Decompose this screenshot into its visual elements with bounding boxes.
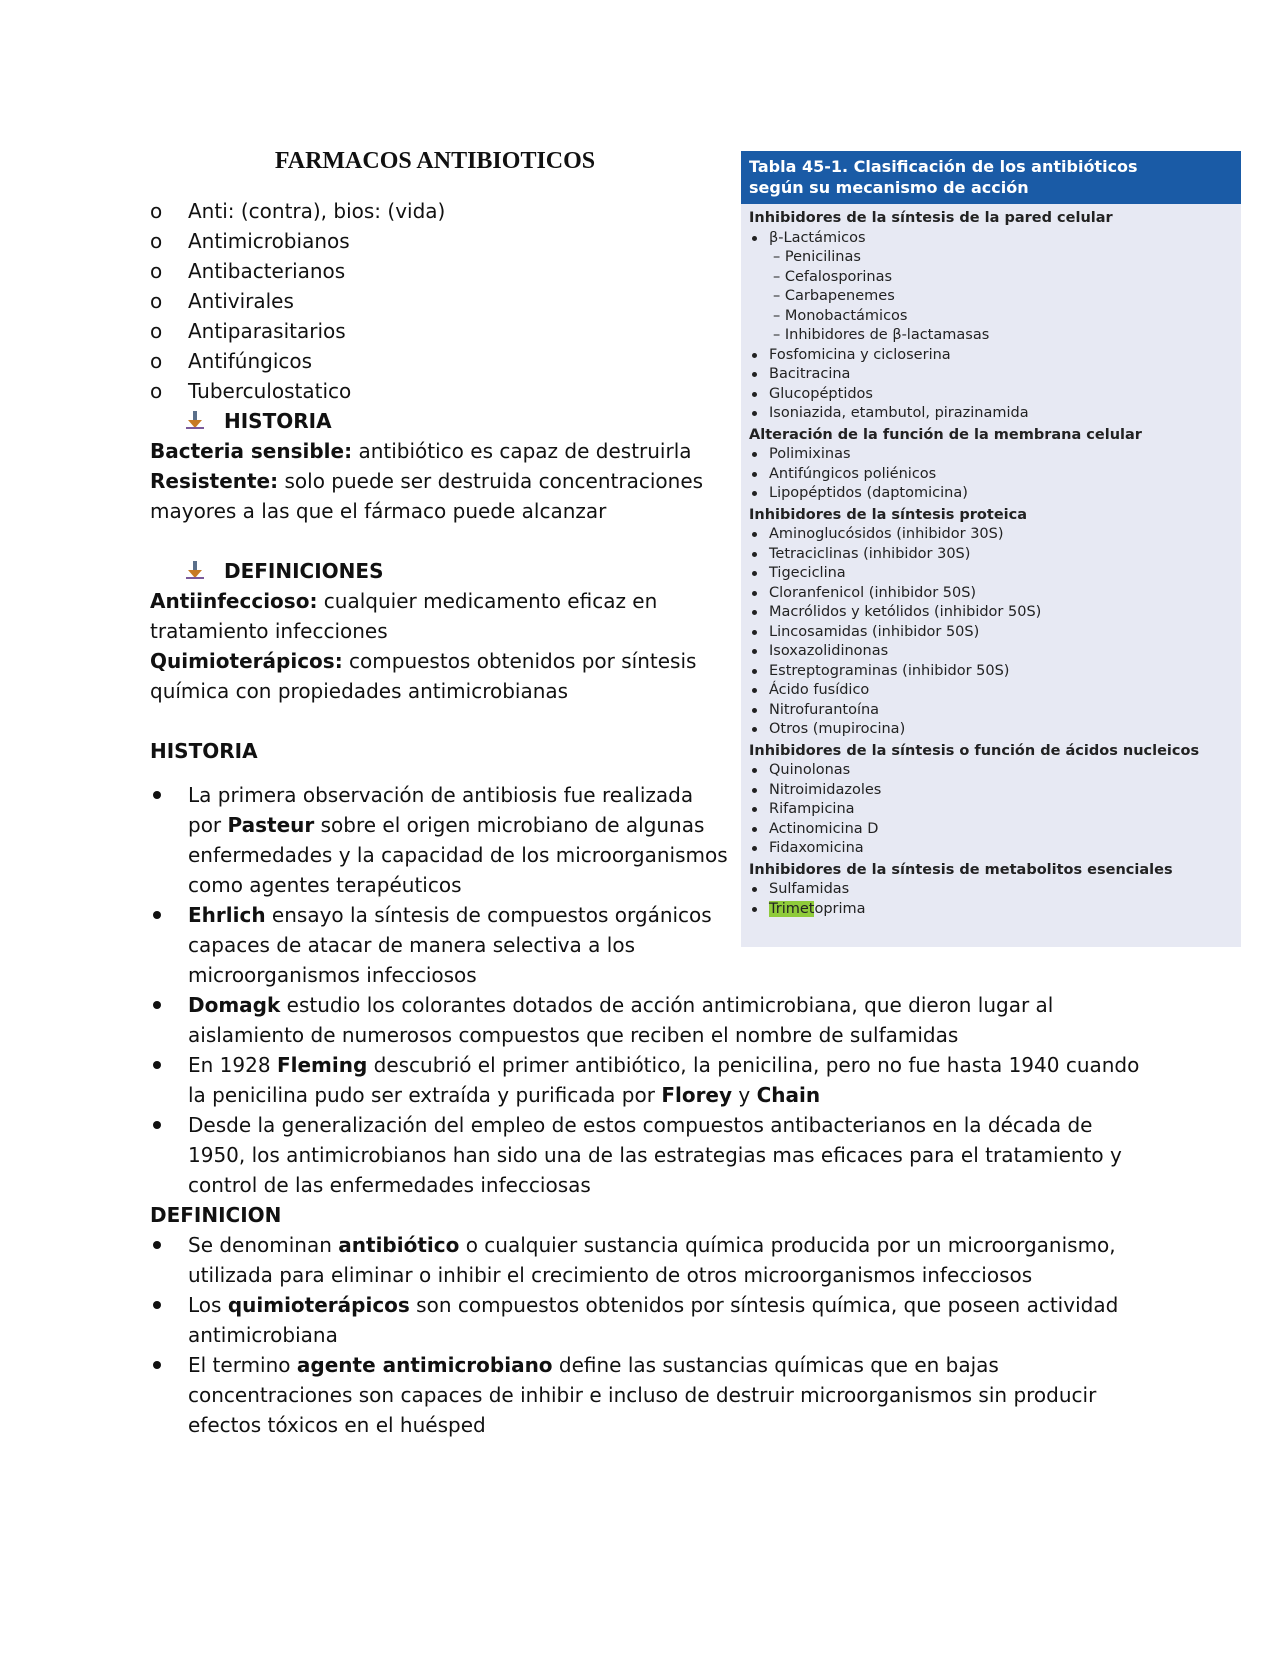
table-row: Ácido fusídico <box>749 681 1233 701</box>
list-item: Se denominan antibiótico o cualquier sustancia química producida por un microorganismo, utilizada para eliminar o inhibir el crecimiento de otros microorganismos infecciosos <box>150 1230 1150 1290</box>
table-row: Lincosamidas (inhibidor 50S) <box>749 623 1233 643</box>
intro-item: o Antiparasitarios <box>150 316 710 346</box>
table-row: Cloranfenicol (inhibidor 50S) <box>749 584 1233 604</box>
table-category: Inhibidores de la síntesis de la pared celular <box>749 210 1113 226</box>
table-row: Bacitracina <box>749 365 1233 385</box>
definiciones-subheading: DEFINICIONES <box>150 556 710 586</box>
table-row: Isoniazida, etambutol, pirazinamida <box>749 404 1233 424</box>
bacteria-sensible-line: Bacteria sensible: antibiótico es capaz de destruirla <box>150 439 692 463</box>
table-subrow: – Cefalosporinas <box>773 268 893 285</box>
table-row: Tigeciclina <box>749 564 1233 584</box>
quimioterapicos-line-cont: química con propiedades antimicrobianas <box>150 679 569 703</box>
circle-bullet-icon: o <box>150 319 163 343</box>
table-row: Polimixinas <box>749 445 1233 465</box>
table-row: Fidaxomicina <box>749 839 1233 859</box>
table-row: Antifúngicos poliénicos <box>749 465 1233 485</box>
table-row: Sulfamidas <box>749 880 1233 900</box>
down-arrow-icon <box>186 561 204 579</box>
table-subrow: – Inhibidores de β-lactamasas <box>773 327 990 343</box>
table-row: Macrólidos y ketólidos (inhibidor 50S) <box>749 603 1233 623</box>
bullet-icon <box>153 1361 161 1369</box>
list-item: El termino agente antimicrobiano define las sustancias químicas que en bajas concentraciones son capaces de inhibir e incluso de destruir microorganismos sin producir efectos tóxicos en el huésped <box>150 1350 1150 1440</box>
intro-item: o Anti: (contra), bios: (vida) <box>150 196 710 226</box>
table-row: Glucopéptidos <box>749 385 1233 405</box>
intro-item: o Antimicrobianos <box>150 226 710 256</box>
quimioterapicos-line: Quimioterápicos: compuestos obtenidos por síntesis <box>150 649 697 673</box>
table-category: Inhibidores de la síntesis de metabolitos esenciales <box>749 861 1173 878</box>
table-row: Aminoglucósidos (inhibidor 30S) <box>749 525 1233 545</box>
circle-bullet-icon: o <box>150 379 163 403</box>
table-subrow: – Penicilinas <box>773 249 861 265</box>
bullet-icon <box>153 911 161 919</box>
circle-bullet-icon: o <box>150 199 163 223</box>
table-row: Lipopéptidos (daptomicina) <box>749 484 1233 504</box>
table-row: Isoxazolidinonas <box>749 642 1233 662</box>
bullet-icon <box>153 1121 161 1129</box>
list-item: Ehrlich ensayo la síntesis de compuestos orgánicos capaces de atacar de manera selectiva a los microorganismos infecciosos <box>150 900 728 990</box>
highlighted-text: Trimet <box>769 900 815 917</box>
table-row: Quinolonas <box>749 761 1233 781</box>
intro-item: o Antifúngicos <box>150 346 710 376</box>
table-row: Nitrofurantoína <box>749 701 1233 721</box>
definicion-heading: DEFINICION <box>150 1203 282 1227</box>
list-item: Desde la generalización del empleo de estos compuestos antibacterianos en la década de 1950, los antimicrobianos han sido una de las estrategias mas eficaces para el tratamiento y control de las enfermedades infecciosas <box>150 1110 1150 1200</box>
historia-subheading: HISTORIA <box>150 406 710 436</box>
table-subrow: – Monobactámicos <box>773 307 908 324</box>
table-row: β-Lactámicos <box>749 229 1233 249</box>
table-row: Trimetoprima <box>749 900 1233 920</box>
antiinfeccioso-line-cont: tratamiento infecciones <box>150 619 388 643</box>
circle-bullet-icon: o <box>150 259 163 283</box>
circle-bullet-icon: o <box>150 229 163 253</box>
antiinfeccioso-line: Antiinfeccioso: cualquier medicamento eficaz en <box>150 589 658 613</box>
intro-item: o Antivirales <box>150 286 710 316</box>
list-item: Domagk estudio los colorantes dotados de acción antimicrobiana, que dieron lugar al aislamiento de numerosos compuestos que reciben el nombre de sulfamidas <box>150 990 1150 1050</box>
table-row: Nitroimidazoles <box>749 781 1233 801</box>
bullet-icon <box>153 1241 161 1249</box>
table-row: Otros (mupirocina) <box>749 720 1233 740</box>
table-category: Inhibidores de la síntesis proteica <box>749 506 1028 523</box>
table-row: Tetraciclinas (inhibidor 30S) <box>749 545 1233 565</box>
table-row: Rifampicina <box>749 800 1233 820</box>
list-item: La primera observación de antibiosis fue realizada por Pasteur sobre el origen microbiano de algunas enfermedades y la capacidad de los microorganismos como agentes terapéuticos <box>150 780 728 900</box>
intro-item: o Antibacterianos <box>150 256 710 286</box>
left-column <box>150 196 710 766</box>
table-row: Estreptograminas (inhibidor 50S) <box>749 662 1233 682</box>
down-arrow-icon <box>186 411 204 429</box>
circle-bullet-icon: o <box>150 289 163 313</box>
resistente-line: Resistente: solo puede ser destruida concentraciones <box>150 469 704 493</box>
table-header: Tabla 45-1. Clasificación de los antibióticos según su mecanismo de acción <box>741 151 1241 204</box>
table-row: Actinomicina D <box>749 820 1233 840</box>
circle-bullet-icon: o <box>150 349 163 373</box>
table-category: Alteración de la función de la membrana celular <box>749 426 1142 443</box>
bullet-icon <box>153 1001 161 1009</box>
list-item: Los quimioterápicos son compuestos obtenidos por síntesis química, que poseen actividad antimicrobiana <box>150 1290 1150 1350</box>
bullet-icon <box>153 1301 161 1309</box>
bullet-icon <box>153 791 161 799</box>
page-title: FARMACOS ANTIBIOTICOS <box>274 148 596 174</box>
table-body <box>741 204 1241 919</box>
resistente-line-cont: mayores a las que el fármaco puede alcanzar <box>150 499 607 523</box>
table-subrow: – Carbapenemes <box>773 288 895 304</box>
intro-item: o Tuberculostatico <box>150 376 710 406</box>
bullet-icon <box>153 1061 161 1069</box>
table-category: Inhibidores de la síntesis o función de ácidos nucleicos <box>749 742 1200 759</box>
table-row: Fosfomicina y cicloserina <box>749 346 1233 366</box>
list-item: En 1928 Fleming descubrió el primer antibiótico, la penicilina, pero no fue hasta 1940 cuando la penicilina pudo ser extraída y purificada por Florey y Chain <box>150 1050 1150 1110</box>
historia-heading: HISTORIA <box>150 739 258 763</box>
antibiotics-classification-table <box>741 151 1241 947</box>
